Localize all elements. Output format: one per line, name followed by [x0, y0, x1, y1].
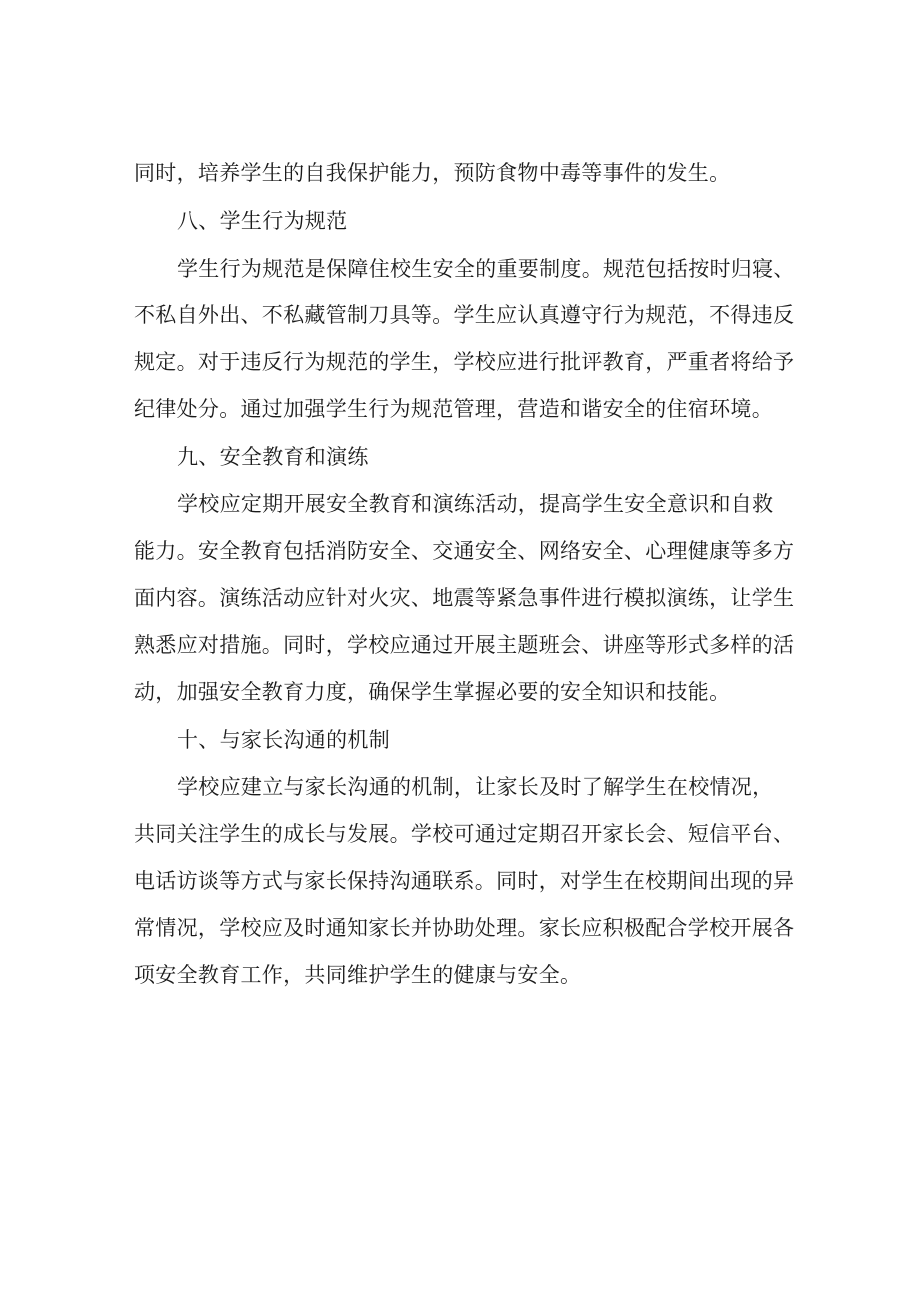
body-line: 项安全教育工作，共同维护学生的健康与安全。	[134, 963, 582, 987]
body-line: 学校应建立与家长沟通的机制，让家长及时了解学生在校情况，	[177, 775, 774, 799]
body-line: 同时，培养学生的自我保护能力，预防食物中毒等事件的发生。	[134, 161, 731, 185]
body-line: 常情况，学校应及时通知家长并协助处理。家长应积极配合学校开展各	[134, 916, 795, 940]
body-line: 电话访谈等方式与家长保持沟通联系。同时，对学生在校期间出现的异	[134, 869, 795, 893]
body-line: 面内容。演练活动应针对火灾、地震等紧急事件进行模拟演练，让学生	[134, 586, 795, 610]
body-line: 规定。对于违反行为规范的学生，学校应进行批评教育，严重者将给予	[134, 350, 795, 374]
body-line: 不私自外出、不私藏管制刀具等。学生应认真遵守行为规范，不得违反	[134, 303, 795, 327]
body-line: 学生行为规范是保障住校生安全的重要制度。规范包括按时归寝、	[177, 257, 795, 281]
body-line: 动，加强安全教育力度，确保学生掌握必要的安全知识和技能。	[134, 680, 731, 704]
body-line: 纪律处分。通过加强学生行为规范管理，营造和谐安全的住宿环境。	[134, 397, 773, 421]
body-line: 学校应定期开展安全教育和演练活动，提高学生安全意识和自救	[177, 492, 774, 516]
body-line: 熟悉应对措施。同时，学校应通过开展主题班会、讲座等形式多样的活	[134, 633, 795, 657]
section-heading: 十、与家长沟通的机制	[177, 728, 390, 752]
section-heading: 九、安全教育和演练	[177, 445, 369, 469]
section-heading: 八、学生行为规范	[177, 209, 348, 233]
body-line: 能力。安全教育包括消防安全、交通安全、网络安全、心理健康等多方	[134, 539, 795, 563]
body-line: 共同关注学生的成长与发展。学校可通过定期召开家长会、短信平台、	[134, 822, 795, 846]
